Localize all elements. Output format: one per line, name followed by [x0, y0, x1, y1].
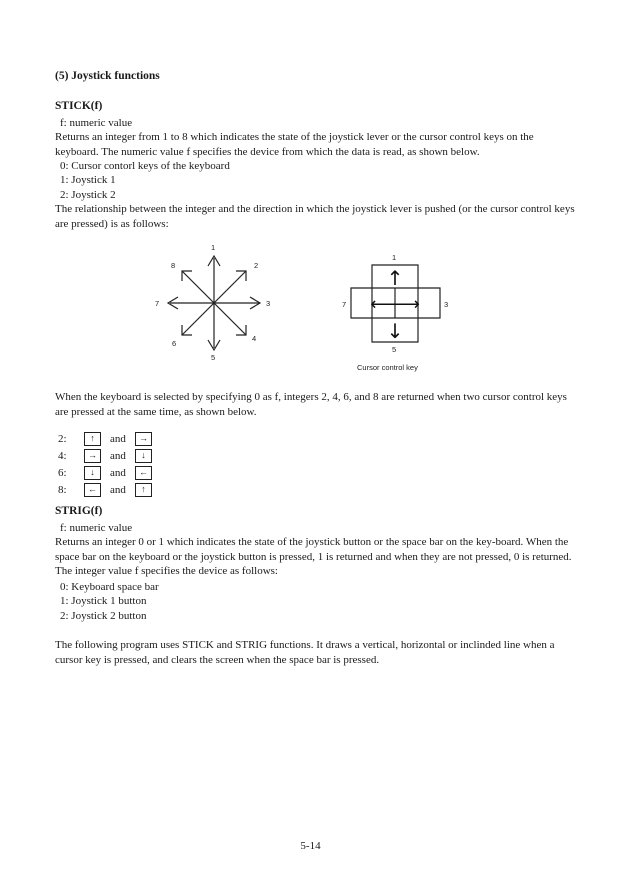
- cursor-label-right: 3: [444, 300, 449, 309]
- joystick-label-3: 3: [266, 299, 271, 308]
- stick-description: Returns an integer from 1 to 8 which indicates the state of the joystick lever or the cursor control keys on the keyboard. The numeric value f specifies the device from which the data is read, as shown below.: [55, 131, 534, 158]
- cursor-label-down: 5: [392, 345, 397, 354]
- cursor-left-arrow-icon: ⟵: [370, 294, 396, 315]
- combo-and: and: [110, 466, 126, 479]
- key-right-icon: →: [135, 432, 152, 446]
- combo-and: and: [110, 432, 126, 445]
- key-left-icon: ←: [135, 466, 152, 480]
- joystick-label-6: 6: [172, 339, 177, 348]
- combo-and: and: [110, 449, 126, 462]
- combo-number: 4:: [58, 449, 67, 462]
- combo-row: [58, 430, 156, 447]
- key-down-icon: ↓: [135, 449, 152, 463]
- direction-diagram: [0, 0, 621, 380]
- combo-row: [58, 481, 156, 498]
- key-up-icon: ↑: [135, 483, 152, 497]
- stick-option-2: 2: Joystick 2: [60, 189, 116, 201]
- combo-number: 6:: [58, 466, 67, 479]
- joystick-label-8: 8: [171, 261, 176, 270]
- strig-description: Returns an integer 0 or 1 which indicates the state of the joystick button or the space bar on the key-board. When the space bar on the keyboard or the joystick button is pressed, 1 is returned and when they are not pressed, 0 is returned. The integer value f specifies the device as follows:: [55, 536, 572, 577]
- joystick-label-5: 5: [211, 353, 216, 362]
- strig-option-2: 2: Joystick 2 button: [60, 610, 147, 622]
- key-down-icon: ↓: [84, 466, 101, 480]
- joystick-direction-diagram: [168, 256, 260, 350]
- combo-number: 2:: [58, 432, 67, 445]
- stick-param: f: numeric value: [60, 117, 133, 129]
- cursor-label-up: 1: [392, 253, 397, 262]
- joystick-label-7: 7: [155, 299, 160, 308]
- cursor-up-arrow-icon: ↑: [386, 266, 404, 290]
- combo-row: [58, 464, 156, 481]
- combo-and: and: [110, 483, 126, 496]
- stick-heading: STICK(f): [55, 100, 103, 112]
- key-right-icon: →: [84, 449, 101, 463]
- stick-option-1: 1: Joystick 1: [60, 174, 116, 186]
- key-up-icon: ↑: [84, 432, 101, 446]
- joystick-label-2: 2: [254, 261, 259, 270]
- stick-relation: The relationship between the integer and the direction in which the joystick lever is pushed (or the cursor control keys are pressed) is as follows:: [55, 203, 575, 230]
- combo-row: [58, 447, 156, 464]
- keyboard-note: When the keyboard is selected by specifying 0 as f, integers 2, 4, 6, and 8 are returned when two cursor control keys are pressed at the same time, as shown below.: [55, 391, 567, 418]
- strig-heading: STRIG(f): [55, 505, 103, 517]
- key-combinations: [58, 430, 156, 498]
- cursor-right-arrow-icon: ⟶: [394, 294, 420, 315]
- page-number: 5-14: [300, 840, 321, 852]
- cursor-label-left: 7: [342, 300, 347, 309]
- section-title: (5) Joystick functions: [55, 70, 160, 82]
- joystick-label-1: 1: [211, 243, 216, 252]
- joystick-label-4: 4: [252, 334, 257, 343]
- strig-option-1: 1: Joystick 1 button: [60, 595, 147, 607]
- strig-option-0: 0: Keyboard space bar: [60, 581, 159, 593]
- combo-number: 8:: [58, 483, 67, 496]
- stick-option-0: 0: Cursor contorl keys of the keyboard: [60, 160, 230, 172]
- program-note: The following program uses STICK and STRIG functions. It draws a vertical, horizontal or inclinded line when a cursor key is pressed, and clears the screen when the space bar is pressed.: [55, 639, 555, 666]
- cursor-caption: Cursor control key: [357, 363, 418, 372]
- cursor-down-arrow-icon: ↓: [386, 319, 404, 343]
- key-left-icon: ←: [84, 483, 101, 497]
- strig-param: f: numeric value: [60, 522, 133, 534]
